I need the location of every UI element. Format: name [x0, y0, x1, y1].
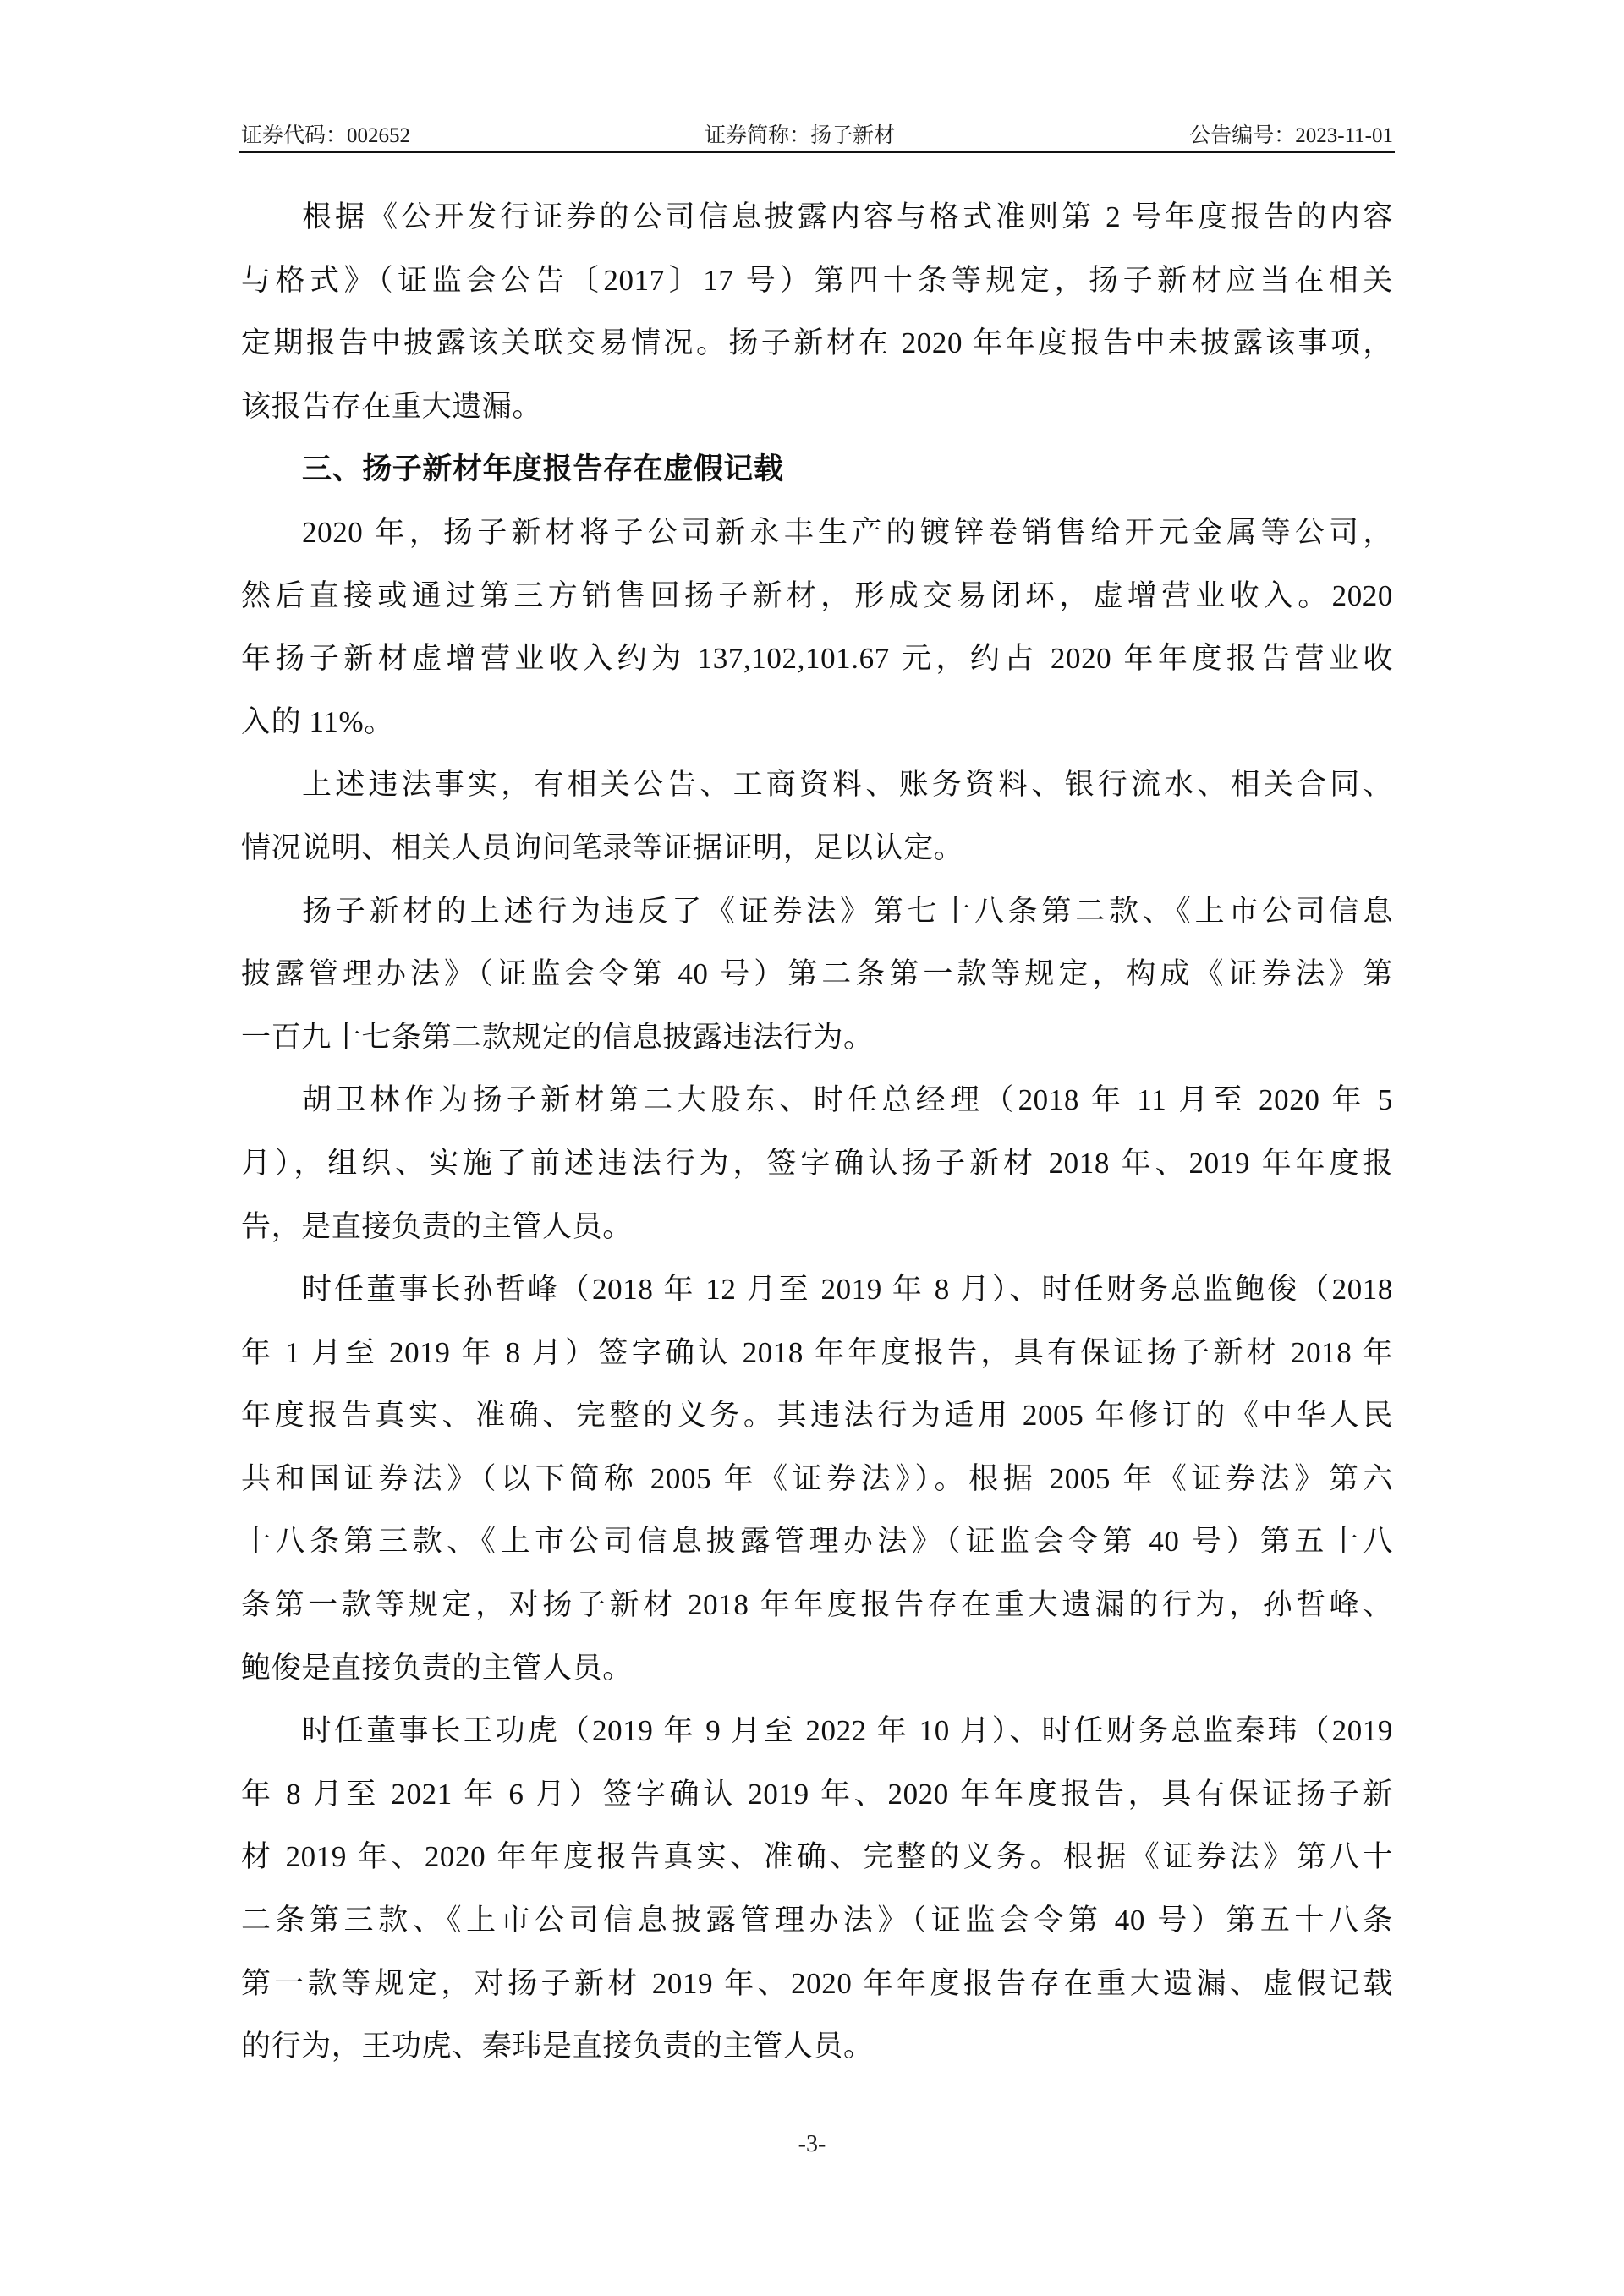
text-line: 第一款等规定，对扬子新材 2019 年、2020 年年度报告存在重大遗漏、虚假记载 — [241, 1966, 1393, 2000]
announcement-number: 公告编号：2023-11-01 — [1189, 124, 1393, 147]
text-line: 胡卫林作为扬子新材第二大股东、时任总经理（2018 年 11 月至 2020 年 5 — [302, 1083, 1393, 1117]
text-line: 根据《公开发行证券的公司信息披露内容与格式准则第 2 号年度报告的内容 — [302, 200, 1393, 233]
text-line: 扬子新材的上述行为违反了《证券法》第七十八条第二款、《上市公司信息 — [302, 894, 1393, 928]
paragraph-evidence — [241, 753, 1393, 879]
paragraph-violation — [241, 880, 1393, 1070]
text-line: 月），组织、实施了前述违法行为，签字确认扬子新材 2018 年、2019 年年度报 — [241, 1146, 1393, 1180]
text-line: 年扬子新材虚增营业收入约为 137,102,101.67 元，约占 2020 年年度报告营业收 — [241, 642, 1393, 676]
page-header — [241, 110, 1393, 149]
text-line: 披露管理办法》（证监会令第 40 号）第二条第一款等规定，构成《证券法》第 — [241, 957, 1393, 991]
text-line: 然后直接或通过第三方销售回扬子新材，形成交易闭环，虚增营业收入。2020 — [241, 578, 1393, 612]
paragraph-hu-weilin — [241, 1069, 1393, 1258]
paragraph-wang-gonghu-qin-wei — [241, 1700, 1393, 2079]
text-line: 年 1 月至 2019 年 8 月）签字确认 2018 年年度报告，具有保证扬子新材 2018 年 — [241, 1335, 1393, 1369]
text-line: 时任董事长孙哲峰（2018 年 12 月至 2019 年 8 月）、时任财务总监鲍俊（2018 — [302, 1273, 1393, 1307]
paragraph-sun-zhefeng-bao-jun — [241, 1258, 1393, 1700]
text-line: 鲍俊是直接负责的主管人员。 — [241, 1651, 633, 1685]
stock-code: 证券代码：002652 — [241, 124, 411, 147]
document-body — [241, 186, 1393, 2079]
section-heading-text: 三、扬子新材年度报告存在虚假记载 — [302, 452, 784, 486]
text-line: 2020 年，扬子新材将子公司新永丰生产的镀锌卷销售给开元金属等公司， — [302, 515, 1393, 549]
text-line: 二条第三款、《上市公司信息披露管理办法》（证监会令第 40 号）第五十八条 — [241, 1904, 1393, 1937]
text-line: 入的 11%。 — [241, 704, 394, 738]
section-heading — [241, 438, 1393, 501]
text-line: 时任董事长王功虎（2019 年 9 月至 2022 年 10 月）、时任财务总监秦玮（2019 — [302, 1714, 1393, 1748]
header-divider — [239, 151, 1395, 153]
text-line: 十八条第三款、《上市公司信息披露管理办法》（证监会令第 40 号）第五十八 — [241, 1525, 1393, 1559]
text-line: 告，是直接负责的主管人员。 — [241, 1209, 633, 1243]
text-line: 的行为，王功虎、秦玮是直接负责的主管人员。 — [241, 2030, 874, 2063]
text-line: 该报告存在重大遗漏。 — [241, 389, 543, 423]
paragraph-disclosure-rule — [241, 186, 1393, 438]
text-line: 条第一款等规定，对扬子新材 2018 年年度报告存在重大遗漏的行为，孙哲峰、 — [241, 1588, 1393, 1622]
text-line: 与格式》（证监会公告〔2017〕17 号）第四十条等规定，扬子新材应当在相关 — [241, 263, 1393, 297]
text-line: 上述违法事实，有相关公告、工商资料、账务资料、银行流水、相关合同、 — [302, 768, 1393, 802]
text-line: 共和国证券法》（以下简称 2005 年《证券法》）。根据 2005 年《证券法》第六 — [241, 1461, 1393, 1495]
text-line: 情况说明、相关人员询问笔录等证据证明，足以认定。 — [241, 830, 964, 864]
text-line: 定期报告中披露该关联交易情况。扬子新材在 2020 年年度报告中未披露该事项， — [241, 326, 1393, 360]
text-line: 年度报告真实、准确、完整的义务。其违法行为适用 2005 年修订的《中华人民 — [241, 1399, 1393, 1433]
text-line: 材 2019 年、2020 年年度报告真实、准确、完整的义务。根据《证券法》第八十 — [241, 1840, 1393, 1874]
text-line: 年 8 月至 2021 年 6 月）签字确认 2019 年、2020 年年度报告，具有保证扬子新 — [241, 1777, 1393, 1811]
page-number: -3- — [798, 2131, 826, 2157]
stock-name: 证券简称：扬子新材 — [705, 124, 896, 147]
paragraph-false-revenue — [241, 501, 1393, 753]
text-line: 一百九十七条第二款规定的信息披露违法行为。 — [241, 1020, 874, 1054]
